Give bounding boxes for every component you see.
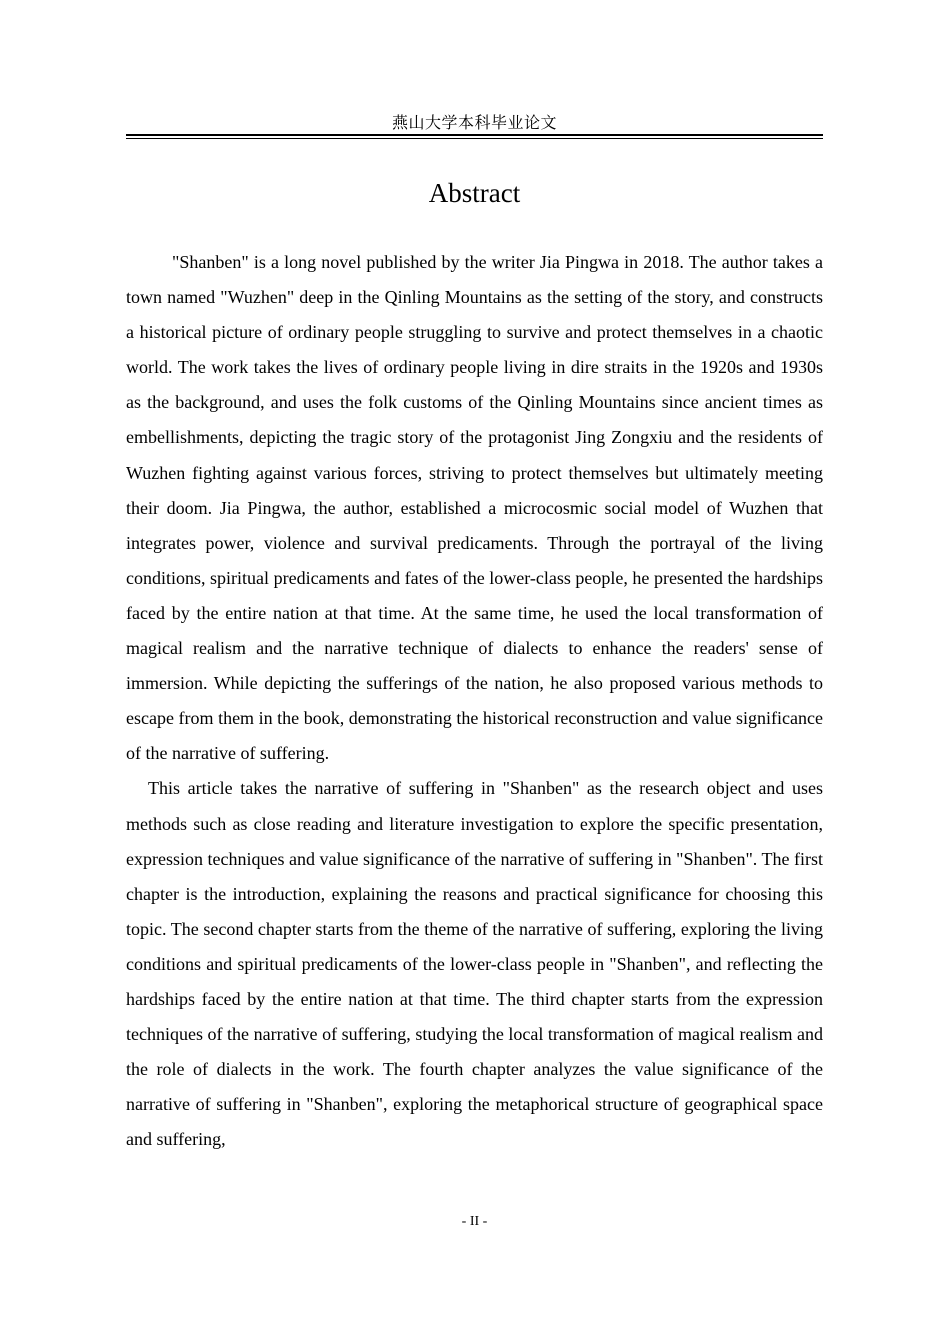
- header-rule-thin: [126, 138, 823, 139]
- page-header: 燕山大学本科毕业论文: [391, 115, 557, 132]
- abstract-body: [126, 245, 823, 1157]
- page-number: - II -: [461, 1214, 488, 1229]
- abstract-paragraph: This article takes the narrative of suffering in "Shanben" as the research object and uses methods such as close reading and literature investigation to explore the specific presentation, expression techniques and value significance of the narrative of suffering in "Shanben". The first chapter is the introduction, explaining the reasons and practical significance for choosing this topic. The second chapter starts from the theme of the narrative of suffering, exploring the living conditions and spiritual predicaments of the lower-class people in "Shanben", and reflecting the hardships faced by the entire nation at that time. The third chapter starts from the expression techniques of the narrative of suffering, studying the local transformation of magical realism and the role of dialects in the work. The fourth chapter analyzes the value significance of the narrative of suffering in "Shanben", exploring the metaphorical structure of geographical space and suffering,: [126, 778, 823, 1150]
- abstract-title: Abstract: [428, 178, 521, 208]
- header-rule-thick: [126, 134, 823, 136]
- abstract-paragraph: "Shanben" is a long novel published by the writer Jia Pingwa in 2018. The author takes a town named "Wuzhen" deep in the Qinling Mountains as the setting of the story, and constructs a historical picture of ordinary people struggling to survive and protect themselves in a chaotic world. The work takes the lives of ordinary people living in dire straits in the 1920s and 1930s as the background, and uses the folk customs of the Qinling Mountains since ancient times as embellishments, depicting the tragic story of the protagonist Jing Zongxiu and the residents of Wuzhen fighting against various forces, striving to protect themselves but ultimately meeting their doom. Jia Pingwa, the author, established a microcosmic social model of Wuzhen that integrates power, violence and survival predicaments. Through the portrayal of the living conditions, spiritual predicaments and fates of the lower-class people, he presented the hardships faced by the entire nation at that time. At the same time, he used the local transformation of magical realism and the narrative technique of dialects to enhance the readers' sense of immersion. While depicting the sufferings of the nation, he also proposed various methods to escape from them in the book, demonstrating the historical reconstruction and value significance of the narrative of suffering.: [126, 252, 823, 764]
